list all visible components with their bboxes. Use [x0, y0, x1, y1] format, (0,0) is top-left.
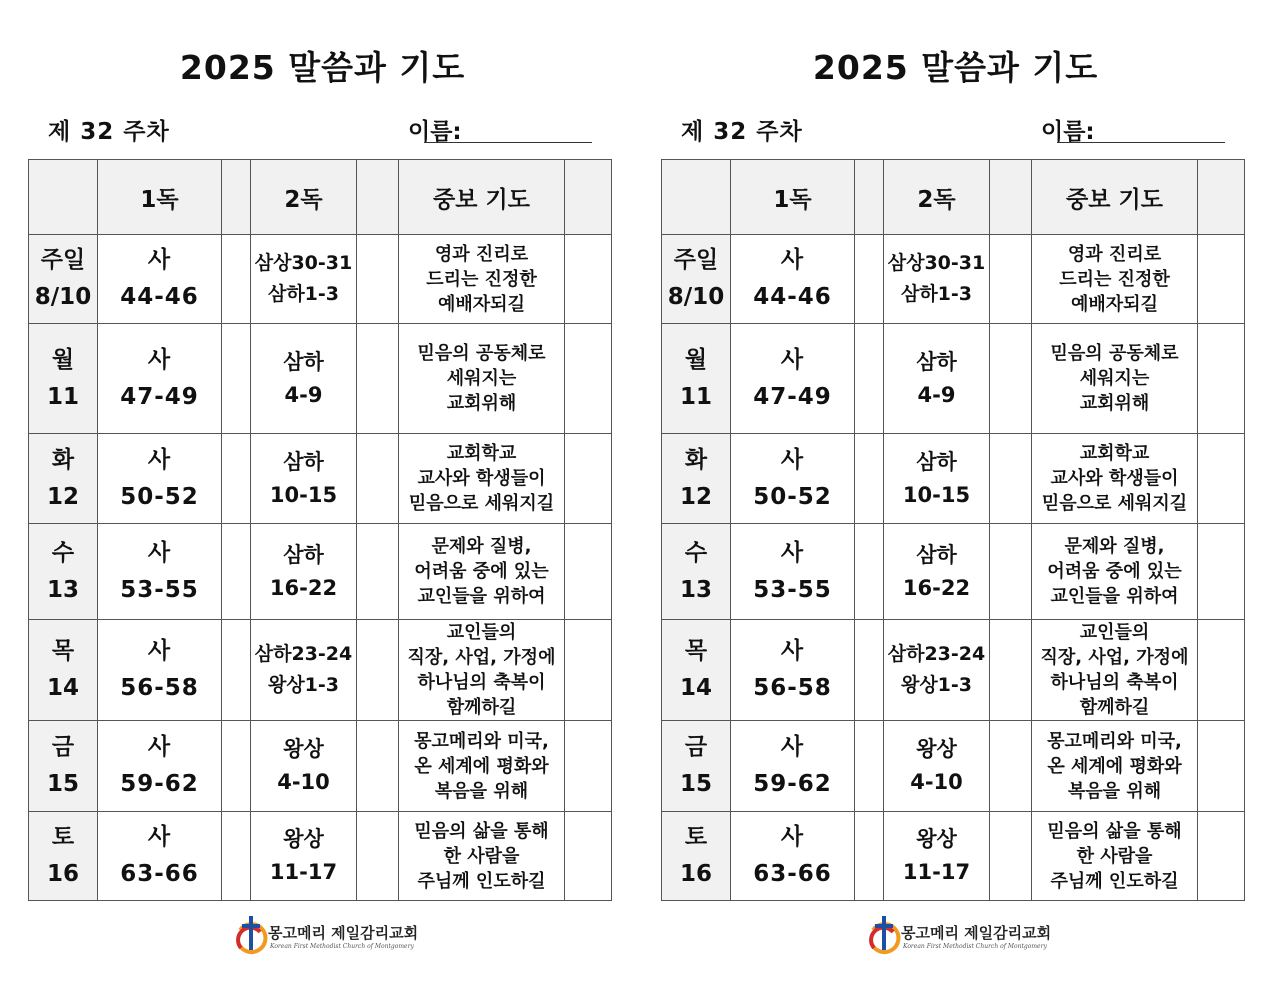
prayer-line: 믿음의 공동체로 [417, 343, 546, 364]
check-cell [855, 721, 884, 812]
reading1-cell [98, 524, 222, 620]
reading2-chapters: 왕상1-3 [267, 674, 340, 696]
header-blank [565, 160, 612, 235]
check-cell [990, 235, 1032, 324]
prayer-line: 드리는 진정한 [1059, 268, 1170, 290]
check-cell [357, 812, 399, 901]
reading2-cell [251, 721, 357, 812]
day-cell [662, 812, 731, 901]
check-cell [990, 812, 1032, 901]
header-row [662, 160, 1245, 235]
prayer-line: 함께하길 [446, 697, 517, 718]
check-cell [1198, 434, 1245, 524]
day-name: 금 [684, 734, 708, 760]
header-blank [1198, 160, 1245, 235]
reading2-chapters: 16-22 [902, 575, 971, 600]
prayer-line: 교인들을 위하여 [1050, 586, 1179, 607]
week-label: 제 32 주차 [681, 119, 803, 145]
check-cell [565, 324, 612, 434]
cross-logo-icon [865, 912, 903, 958]
reading2-cell [251, 324, 357, 434]
reading1-book: 사 [147, 539, 172, 566]
reading2-chapters: 삼하1-3 [267, 283, 340, 305]
reading1-book: 사 [147, 638, 172, 664]
check-cell [855, 235, 884, 324]
reading2-cell [884, 620, 990, 721]
prayer-line: 하나님의 축복이 [417, 672, 546, 693]
table-row [662, 235, 1245, 324]
reading2-book: 삼하23-24 [887, 643, 986, 665]
prayer-line: 영과 진리로 [434, 243, 529, 265]
reading2-chapters: 16-22 [269, 575, 338, 600]
prayer-line: 예배자되길 [1071, 293, 1158, 315]
day-name: 토 [51, 824, 75, 850]
prayer-cell [399, 434, 565, 524]
reading2-cell [884, 434, 990, 524]
table-row [29, 235, 612, 324]
day-cell [662, 620, 731, 721]
table-row [662, 721, 1245, 812]
header-blank [855, 160, 884, 235]
reading2-cell [251, 434, 357, 524]
reading1-chapters: 59-62 [120, 771, 199, 797]
page-title: 2025 말씀과 기도 [179, 48, 466, 87]
church-logo-subtitle: Korean First Methodist Church of Montgomery [270, 943, 414, 950]
reading2-book: 왕상 [283, 737, 324, 761]
reading1-chapters: 50-52 [753, 483, 832, 510]
reading1-chapters: 63-66 [753, 861, 832, 887]
check-cell [565, 812, 612, 901]
header-blank [222, 160, 251, 235]
reading1-cell [98, 721, 222, 812]
check-cell [222, 620, 251, 721]
header-reading2: 2독 [884, 160, 990, 235]
reading2-book: 삼하 [916, 449, 957, 474]
check-cell [357, 524, 399, 620]
reading1-cell [731, 524, 855, 620]
reading1-cell [98, 434, 222, 524]
prayer-line: 한 사람을 [1076, 845, 1153, 867]
check-cell [222, 812, 251, 901]
prayer-line: 함께하길 [1079, 697, 1150, 718]
page-title: 2025 말씀과 기도 [812, 48, 1099, 87]
check-cell [855, 324, 884, 434]
check-cell [357, 721, 399, 812]
check-cell [1198, 721, 1245, 812]
church-logo [232, 912, 419, 958]
day-cell [29, 620, 98, 721]
check-cell [1198, 235, 1245, 324]
day-date: 14 [46, 675, 79, 701]
prayer-cell [399, 524, 565, 620]
header-corner [662, 160, 731, 235]
check-cell [990, 524, 1032, 620]
reading2-book: 삼하23-24 [254, 643, 353, 665]
header-corner [29, 160, 98, 235]
reading1-book: 사 [780, 734, 805, 760]
day-date: 15 [46, 771, 79, 797]
prayer-line: 드리는 진정한 [426, 268, 537, 290]
check-cell [855, 812, 884, 901]
reading1-chapters: 63-66 [120, 861, 199, 887]
reading2-book: 삼하 [283, 449, 324, 474]
prayer-cell [1032, 235, 1198, 324]
church-logo-subtitle: Korean First Methodist Church of Montgomery [903, 943, 1047, 950]
day-name: 수 [51, 539, 75, 566]
day-cell [662, 324, 731, 434]
prayer-cell [399, 620, 565, 721]
reading1-chapters: 44-46 [753, 284, 832, 310]
header-row [29, 160, 612, 235]
reading1-book: 사 [147, 247, 172, 273]
day-name: 목 [51, 638, 75, 664]
prayer-line: 어려움 중에 있는 [414, 561, 549, 582]
prayer-line: 교회위해 [446, 393, 517, 414]
prayer-line: 주님께 인도하길 [1050, 870, 1179, 892]
day-date: 15 [679, 771, 712, 797]
day-date: 8/10 [667, 284, 725, 310]
prayer-line: 세워지는 [1079, 368, 1150, 389]
name-label: 이름: [408, 119, 462, 145]
prayer-line: 예배자되길 [438, 293, 525, 315]
day-name: 목 [684, 638, 708, 664]
reading1-cell [98, 620, 222, 721]
reading2-cell [251, 812, 357, 901]
prayer-line: 복음을 위해 [1067, 780, 1162, 802]
reading2-chapters: 4-10 [277, 770, 330, 794]
prayer-cell [399, 235, 565, 324]
check-cell [855, 620, 884, 721]
check-cell [990, 721, 1032, 812]
check-cell [565, 524, 612, 620]
check-cell [990, 434, 1032, 524]
reading1-cell [731, 812, 855, 901]
name-field-line[interactable] [1057, 142, 1225, 143]
check-cell [357, 434, 399, 524]
day-date: 12 [46, 483, 79, 510]
check-cell [855, 434, 884, 524]
day-cell [29, 324, 98, 434]
reading1-book: 사 [147, 824, 172, 850]
reading2-chapters: 왕상1-3 [900, 674, 973, 696]
reading1-chapters: 44-46 [120, 284, 199, 310]
check-cell [222, 434, 251, 524]
table-row [29, 324, 612, 434]
reading2-cell [251, 235, 357, 324]
reading2-chapters: 11-17 [269, 860, 338, 884]
reading1-cell [731, 235, 855, 324]
prayer-line: 교사와 학생들이 [1050, 468, 1179, 489]
header-prayer: 중보 기도 [399, 160, 565, 235]
check-cell [990, 324, 1032, 434]
day-name: 금 [51, 734, 75, 760]
prayer-cell [1032, 812, 1198, 901]
reading2-cell [884, 235, 990, 324]
check-cell [357, 324, 399, 434]
table-row [662, 434, 1245, 524]
prayer-line: 믿음의 공동체로 [1050, 343, 1179, 364]
reading1-book: 사 [780, 824, 805, 850]
reading1-chapters: 59-62 [753, 771, 832, 797]
day-name: 화 [684, 446, 708, 473]
check-cell [1198, 324, 1245, 434]
prayer-line: 온 세계에 평화와 [1047, 755, 1182, 777]
reading1-cell [98, 324, 222, 434]
day-cell [662, 721, 731, 812]
reading2-book: 삼상30-31 [254, 252, 353, 274]
name-field-line[interactable] [424, 142, 592, 143]
reading2-cell [884, 324, 990, 434]
reading1-book: 사 [780, 446, 805, 473]
reading2-book: 삼하 [283, 349, 324, 374]
day-name: 월 [684, 346, 708, 373]
header-reading1: 1독 [731, 160, 855, 235]
day-name: 토 [684, 824, 708, 850]
reading2-chapters: 10-15 [902, 482, 971, 507]
prayer-line: 교인들의 [1079, 622, 1150, 643]
check-cell [565, 235, 612, 324]
check-cell [565, 721, 612, 812]
prayer-cell [1032, 524, 1198, 620]
prayer-line: 직장, 사업, 가정에 [407, 647, 556, 668]
prayer-line: 세워지는 [446, 368, 517, 389]
table-row [662, 812, 1245, 901]
prayer-line: 하나님의 축복이 [1050, 672, 1179, 693]
reading1-book: 사 [780, 346, 805, 373]
reading2-book: 삼하 [916, 349, 957, 374]
prayer-line: 온 세계에 평화와 [414, 755, 549, 777]
reading2-chapters: 4-10 [910, 770, 963, 794]
day-date: 13 [679, 576, 712, 603]
prayer-line: 주님께 인도하길 [417, 870, 546, 892]
reading1-chapters: 53-55 [753, 576, 832, 603]
reading2-book: 삼하 [283, 542, 324, 567]
prayer-line: 교사와 학생들이 [417, 468, 546, 489]
table-row [662, 324, 1245, 434]
check-cell [1198, 620, 1245, 721]
reading1-book: 사 [147, 446, 172, 473]
day-date: 11 [679, 383, 712, 410]
reading1-cell [731, 434, 855, 524]
day-cell [662, 235, 731, 324]
prayer-line: 몽고메리와 미국, [1047, 730, 1182, 752]
prayer-cell [1032, 434, 1198, 524]
reading2-book: 왕상 [916, 827, 957, 851]
prayer-line: 한 사람을 [443, 845, 520, 867]
day-cell [29, 721, 98, 812]
reading1-chapters: 47-49 [753, 383, 832, 410]
right-page [633, 0, 1273, 989]
prayer-line: 교회학교 [446, 443, 517, 464]
day-name: 화 [51, 446, 75, 473]
reading1-chapters: 56-58 [753, 675, 832, 701]
day-name: 주일 [673, 247, 719, 273]
check-cell [1198, 524, 1245, 620]
header-blank [990, 160, 1032, 235]
name-label: 이름: [1041, 119, 1095, 145]
prayer-line: 영과 진리로 [1067, 243, 1162, 265]
day-date: 8/10 [34, 284, 92, 310]
table-row [29, 812, 612, 901]
check-cell [357, 620, 399, 721]
reading1-book: 사 [780, 247, 805, 273]
prayer-line: 문제와 질병, [1064, 536, 1165, 557]
check-cell [565, 620, 612, 721]
day-date: 16 [679, 861, 712, 887]
prayer-line: 믿음으로 세워지길 [408, 493, 555, 514]
header-blank [357, 160, 399, 235]
day-cell [29, 524, 98, 620]
reading1-book: 사 [147, 346, 172, 373]
check-cell [222, 324, 251, 434]
week-label: 제 32 주차 [48, 119, 170, 145]
reading2-chapters: 삼하1-3 [900, 283, 973, 305]
reading2-chapters: 10-15 [269, 482, 338, 507]
check-cell [357, 235, 399, 324]
reading1-chapters: 53-55 [120, 576, 199, 603]
table-row [29, 620, 612, 721]
table-row [662, 524, 1245, 620]
day-date: 13 [46, 576, 79, 603]
reading1-book: 사 [780, 638, 805, 664]
reading1-chapters: 47-49 [120, 383, 199, 410]
check-cell [222, 721, 251, 812]
reading1-book: 사 [147, 734, 172, 760]
day-cell [662, 524, 731, 620]
prayer-line: 믿음으로 세워지길 [1041, 493, 1188, 514]
header-prayer: 중보 기도 [1032, 160, 1198, 235]
day-date: 12 [679, 483, 712, 510]
check-cell [990, 620, 1032, 721]
church-logo-name: 몽고메리 제일감리교회 [901, 924, 1052, 942]
check-cell [1198, 812, 1245, 901]
reading2-cell [251, 620, 357, 721]
reading1-cell [731, 721, 855, 812]
reading2-cell [884, 524, 990, 620]
prayer-line: 교인들의 [446, 622, 517, 643]
day-date: 14 [679, 675, 712, 701]
prayer-line: 직장, 사업, 가정에 [1040, 647, 1189, 668]
prayer-cell [399, 812, 565, 901]
reading1-chapters: 50-52 [120, 483, 199, 510]
day-date: 11 [46, 383, 79, 410]
schedule-table [28, 159, 612, 901]
prayer-line: 어려움 중에 있는 [1047, 561, 1182, 582]
table-row [662, 620, 1245, 721]
reading2-cell [884, 812, 990, 901]
day-name: 수 [684, 539, 708, 566]
prayer-line: 교회학교 [1079, 443, 1150, 464]
table-row [29, 434, 612, 524]
reading2-chapters: 11-17 [902, 860, 971, 884]
reading2-chapters: 4-9 [917, 382, 956, 407]
prayer-line: 믿음의 삶을 통해 [1047, 820, 1182, 842]
check-cell [565, 434, 612, 524]
day-name: 월 [51, 346, 75, 373]
prayer-line: 복음을 위해 [434, 780, 529, 802]
day-cell [29, 434, 98, 524]
reading2-book: 왕상 [283, 827, 324, 851]
reading1-cell [98, 812, 222, 901]
prayer-line: 몽고메리와 미국, [414, 730, 549, 752]
cross-logo-icon [232, 912, 270, 958]
reading2-cell [251, 524, 357, 620]
church-logo [865, 912, 1052, 958]
check-cell [222, 235, 251, 324]
reading2-book: 왕상 [916, 737, 957, 761]
prayer-cell [399, 324, 565, 434]
reading1-chapters: 56-58 [120, 675, 199, 701]
table-row [29, 721, 612, 812]
header-reading2: 2독 [251, 160, 357, 235]
schedule-table [661, 159, 1245, 901]
prayer-line: 교인들을 위하여 [417, 586, 546, 607]
reading2-book: 삼하 [916, 542, 957, 567]
reading1-cell [731, 620, 855, 721]
prayer-line: 교회위해 [1079, 393, 1150, 414]
prayer-cell [1032, 620, 1198, 721]
reading1-book: 사 [780, 539, 805, 566]
prayer-cell [1032, 721, 1198, 812]
church-logo-name: 몽고메리 제일감리교회 [268, 924, 419, 942]
day-cell [662, 434, 731, 524]
reading1-cell [98, 235, 222, 324]
day-cell [29, 812, 98, 901]
header-reading1: 1독 [98, 160, 222, 235]
reading2-chapters: 4-9 [284, 382, 323, 407]
prayer-line: 믿음의 삶을 통해 [414, 820, 549, 842]
day-name: 주일 [40, 247, 86, 273]
check-cell [855, 524, 884, 620]
reading1-cell [731, 324, 855, 434]
table-row [29, 524, 612, 620]
reading2-cell [884, 721, 990, 812]
check-cell [222, 524, 251, 620]
prayer-cell [1032, 324, 1198, 434]
prayer-cell [399, 721, 565, 812]
day-cell [29, 235, 98, 324]
day-date: 16 [46, 861, 79, 887]
reading2-book: 삼상30-31 [887, 252, 986, 274]
prayer-line: 문제와 질병, [431, 536, 532, 557]
